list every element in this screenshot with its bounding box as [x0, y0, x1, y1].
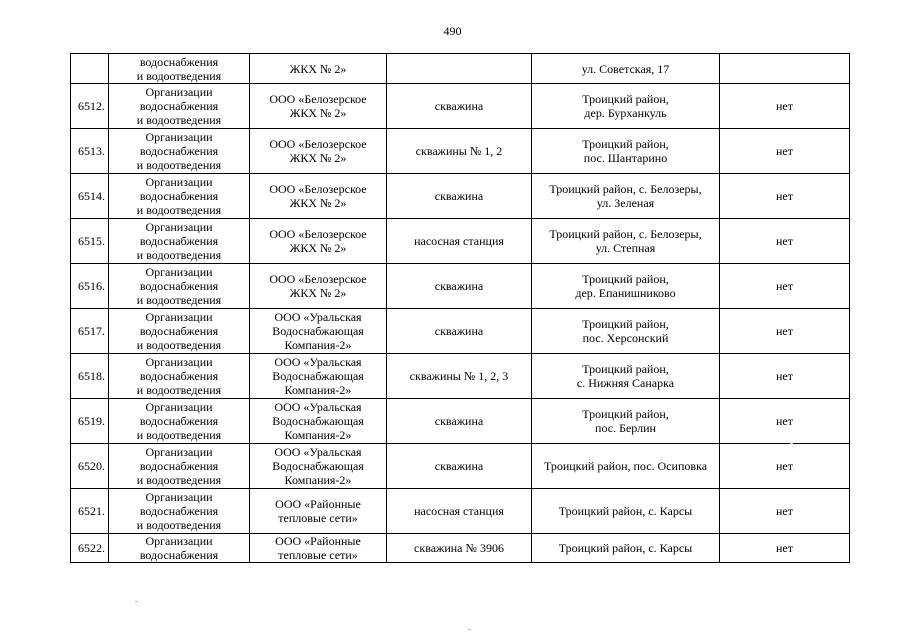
object-text: скважина [434, 414, 484, 428]
object-text: скважина [434, 324, 484, 338]
table-row [71, 129, 850, 174]
row-number-cell [71, 354, 109, 399]
status-text: нет [776, 541, 793, 555]
operator-text: ООО «Белозерское ЖКХ № 2» [269, 182, 367, 210]
status-text: нет [776, 504, 793, 518]
operator-cell [250, 354, 387, 399]
address-text: Троицкий район, пос. Берлин [582, 407, 669, 435]
address-cell [532, 264, 720, 309]
operator-text: ООО «Белозерское ЖКХ № 2» [269, 137, 367, 165]
org-type-cell [109, 534, 250, 563]
row-number-text: 6513. [78, 144, 105, 158]
row-number-cell [71, 534, 109, 563]
address-text: ул. Советская, 17 [581, 61, 670, 76]
object-cell [387, 309, 532, 354]
object-text: скважина [434, 459, 484, 473]
org-type-text: Организации водоснабжения и водоотведения [136, 265, 222, 307]
row-number-text: 6522. [78, 541, 105, 555]
object-cell [387, 534, 532, 563]
table-row [71, 309, 850, 354]
org-type-text: Организации водоснабжения и водоотведения [136, 310, 222, 352]
operator-cell [250, 399, 387, 444]
status-text: нет [776, 99, 793, 113]
operator-cell [250, 84, 387, 129]
address-text: Троицкий район, с. Белозеры, ул. Степная [549, 227, 702, 255]
object-text: скважины № 1, 2, 3 [409, 369, 509, 383]
operator-cell [250, 219, 387, 264]
status-text: нет [776, 324, 793, 338]
table-row [71, 84, 850, 129]
operator-cell [250, 444, 387, 489]
scan-speck [135, 601, 138, 602]
row-number-cell [71, 129, 109, 174]
object-text: скважины № 1, 2 [415, 144, 503, 158]
status-cell [720, 84, 850, 129]
row-number-cell [71, 174, 109, 219]
status-cell [720, 354, 850, 399]
operator-cell [250, 264, 387, 309]
org-type-cell [109, 354, 250, 399]
row-number-cell [71, 54, 109, 84]
org-type-cell [109, 309, 250, 354]
operator-text: ООО «Районные тепловые сети» [275, 497, 361, 525]
operator-text: ООО «Уральская Водоснабжающая Компания-2» [272, 355, 364, 397]
status-cell [720, 444, 850, 489]
operator-cell [250, 54, 387, 84]
row-number-text: 6516. [78, 279, 105, 293]
operator-text: ООО «Белозерское ЖКХ № 2» [269, 92, 367, 120]
address-cell [532, 399, 720, 444]
table-row [71, 264, 850, 309]
status-cell [720, 264, 850, 309]
org-type-text: Организации водоснабжения и водоотведения [136, 220, 222, 262]
row-number-text: 6521. [78, 504, 105, 518]
scan-speck [468, 629, 471, 630]
table-row [71, 534, 850, 563]
org-type-text: Организации водоснабжения и водоотведения [136, 445, 222, 487]
address-text: Троицкий район, пос. Шантарино [582, 137, 669, 165]
operator-cell [250, 534, 387, 563]
org-type-cell [109, 264, 250, 309]
address-cell [532, 219, 720, 264]
object-cell [387, 399, 532, 444]
row-number-text: 6520. [78, 459, 105, 473]
org-type-cell [109, 84, 250, 129]
object-cell [387, 444, 532, 489]
address-cell [532, 489, 720, 534]
org-type-cell [109, 174, 250, 219]
row-number-text: 6518. [78, 369, 105, 383]
object-text: насосная станция [414, 504, 504, 518]
org-type-cell [109, 54, 250, 84]
operator-text: ООО «Белозерское ЖКХ № 2» [269, 227, 367, 255]
status-text: нет [776, 369, 793, 383]
object-text: скважина [434, 189, 484, 203]
org-type-text: водоснабжения и водоотведения [136, 54, 222, 83]
object-cell [387, 219, 532, 264]
address-cell [532, 534, 720, 563]
address-cell [532, 174, 720, 219]
row-number-text: 6519. [78, 414, 105, 428]
org-type-cell [109, 444, 250, 489]
object-cell [387, 129, 532, 174]
org-type-text: Организации водоснабжения и водоотведения [136, 175, 222, 217]
object-text: насосная станция [414, 234, 504, 248]
address-text: Троицкий район, с. Нижняя Санарка [576, 362, 675, 390]
org-type-text: Организации водоснабжения и водоотведения [136, 355, 222, 397]
table-row [71, 219, 850, 264]
row-number-text: 6517. [78, 324, 105, 338]
table-row [71, 174, 850, 219]
status-cell [720, 219, 850, 264]
status-cell [720, 489, 850, 534]
status-text: нет [776, 414, 793, 428]
registry-table [70, 53, 850, 563]
object-text: скважина [434, 99, 484, 113]
scan-speck [790, 443, 793, 444]
status-cell [720, 534, 850, 563]
address-cell [532, 444, 720, 489]
row-number-cell [71, 84, 109, 129]
row-number-cell [71, 264, 109, 309]
address-cell [532, 354, 720, 399]
operator-cell [250, 174, 387, 219]
address-text: Троицкий район, с. Белозеры, ул. Зеленая [549, 182, 702, 210]
status-text: нет [776, 234, 793, 248]
operator-text: ООО «Уральская Водоснабжающая Компания-2» [272, 400, 364, 442]
object-cell [387, 489, 532, 534]
status-cell [720, 174, 850, 219]
address-text: Троицкий район, с. Карсы [558, 541, 693, 555]
table-row [71, 399, 850, 444]
row-number-cell [71, 309, 109, 354]
org-type-text: Организации водоснабжения и водоотведения [136, 490, 222, 532]
object-cell [387, 174, 532, 219]
row-number-text: 6512. [78, 99, 105, 113]
org-type-text: Организации водоснабжения [139, 534, 219, 562]
address-cell [532, 129, 720, 174]
status-cell [720, 129, 850, 174]
status-cell [720, 54, 850, 84]
address-cell [532, 309, 720, 354]
operator-text: ООО «Уральская Водоснабжающая Компания-2» [272, 445, 364, 487]
row-number-text: 6515. [78, 234, 105, 248]
status-text: нет [776, 189, 793, 203]
object-cell [387, 84, 532, 129]
table-row [71, 54, 850, 84]
operator-cell [250, 129, 387, 174]
registry-table-body [71, 54, 850, 563]
address-cell [532, 84, 720, 129]
row-number-cell [71, 444, 109, 489]
object-cell [387, 264, 532, 309]
operator-cell [250, 489, 387, 534]
page-number: 490 [443, 24, 462, 38]
operator-cell [250, 309, 387, 354]
object-text: скважина № 3906 [414, 541, 504, 555]
address-text: Троицкий район, пос. Осиповка [543, 459, 708, 473]
address-cell [532, 54, 720, 84]
status-text: нет [776, 144, 793, 158]
org-type-text: Организации водоснабжения и водоотведения [136, 85, 222, 127]
org-type-cell [109, 489, 250, 534]
operator-text: ЖКХ № 2» [289, 61, 347, 76]
org-type-text: Организации водоснабжения и водоотведения [136, 400, 222, 442]
operator-text: ООО «Белозерское ЖКХ № 2» [269, 272, 367, 300]
org-type-text: Организации водоснабжения и водоотведения [136, 130, 222, 172]
org-type-cell [109, 399, 250, 444]
address-text: Троицкий район, с. Карсы [558, 504, 693, 518]
address-text: Троицкий район, дер. Епанишниково [575, 272, 676, 300]
status-cell [720, 309, 850, 354]
operator-text: ООО «Уральская Водоснабжающая Компания-2» [272, 310, 364, 352]
operator-text: ООО «Районные тепловые сети» [275, 534, 361, 562]
org-type-cell [109, 129, 250, 174]
address-text: Троицкий район, дер. Бурханкуль [582, 92, 669, 120]
object-cell [387, 354, 532, 399]
object-cell [387, 54, 532, 84]
row-number-cell [71, 219, 109, 264]
status-text: нет [776, 459, 793, 473]
table-row [71, 444, 850, 489]
address-text: Троицкий район, пос. Херсонский [582, 317, 669, 345]
table-row [71, 489, 850, 534]
org-type-cell [109, 219, 250, 264]
row-number-cell [71, 399, 109, 444]
object-text: скважина [434, 279, 484, 293]
status-text: нет [776, 279, 793, 293]
row-number-cell [71, 489, 109, 534]
table-row [71, 354, 850, 399]
row-number-text: 6514. [78, 189, 105, 203]
status-cell [720, 399, 850, 444]
